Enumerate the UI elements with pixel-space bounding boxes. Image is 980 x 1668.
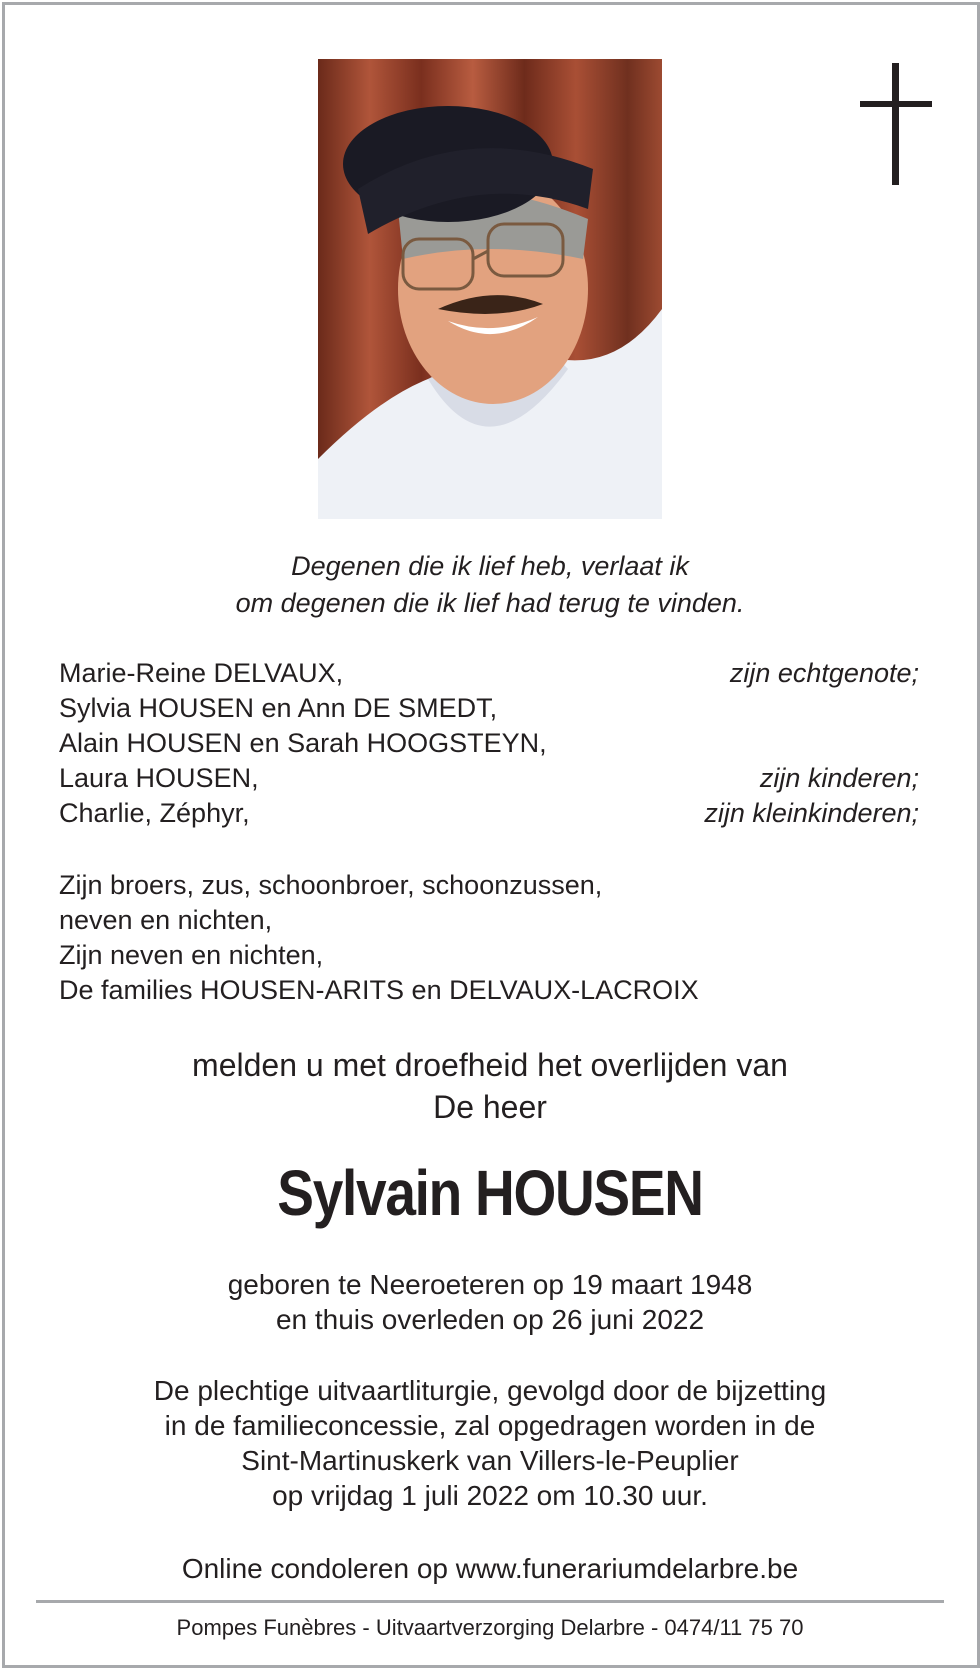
- family-row: [59, 761, 919, 796]
- family-role: zijn kinderen;: [759, 763, 919, 793]
- family-role: zijn echtgenote;: [729, 658, 919, 688]
- family-member: Sylvia HOUSEN en Ann DE SMEDT,: [59, 693, 498, 723]
- family-member: Charlie, Zéphyr,: [59, 798, 250, 828]
- family-row: [59, 726, 919, 761]
- deceased-name: Sylvain HOUSEN: [277, 1157, 703, 1229]
- announcement: [0, 1044, 980, 1128]
- ceremony-line: in de familieconcessie, zal opgedragen worden in de: [164, 1410, 816, 1441]
- birth-line: geboren te Neeroeteren op 19 maart 1948: [227, 1269, 753, 1300]
- relatives-line: Zijn neven en nichten,: [59, 940, 324, 970]
- online-condolence: Online condoleren op www.funerariumdelarbre.be: [181, 1553, 799, 1584]
- ceremony-details: [0, 1373, 980, 1513]
- portrait-photo: [318, 59, 662, 519]
- family-row: [59, 691, 919, 726]
- death-line: en thuis overleden op 26 juni 2022: [275, 1304, 705, 1335]
- relatives-line: De families HOUSEN-ARITS en DELVAUX-LACROIX: [59, 975, 699, 1005]
- family-member: Alain HOUSEN en Sarah HOOGSTEYN,: [59, 728, 547, 758]
- quote-line-2: om degenen die ik lief had terug te vinden.: [235, 588, 745, 618]
- quote: [0, 548, 980, 622]
- life-dates: [0, 1267, 980, 1337]
- ceremony-line: De plechtige uitvaartliturgie, gevolgd door de bijzetting: [153, 1375, 827, 1406]
- announcement-line-2: De heer: [433, 1089, 547, 1125]
- footer-divider: [36, 1600, 944, 1603]
- family-row: [59, 656, 919, 691]
- relatives-list: [59, 868, 919, 1008]
- family-list: [59, 656, 919, 831]
- family-member: Marie-Reine DELVAUX,: [59, 658, 344, 688]
- relatives-line: Zijn broers, zus, schoonbroer, schoonzussen,: [59, 870, 603, 900]
- announcement-line-1: melden u met droefheid het overlijden van: [192, 1047, 788, 1083]
- ceremony-line: Sint-Martinuskerk van Villers-le-Peuplier: [241, 1445, 739, 1476]
- footer-text: Pompes Funèbres - Uitvaartverzorging Delarbre - 0474/11 75 70: [176, 1615, 804, 1640]
- family-member: Laura HOUSEN,: [59, 763, 259, 793]
- family-row: [59, 796, 919, 831]
- family-role: zijn kleinkinderen;: [704, 798, 919, 828]
- ceremony-line: op vrijdag 1 juli 2022 om 10.30 uur.: [272, 1480, 708, 1511]
- cross-icon: [860, 63, 932, 187]
- quote-line-1: Degenen die ik lief heb, verlaat ik: [291, 551, 689, 581]
- relatives-line: neven en nichten,: [59, 905, 273, 935]
